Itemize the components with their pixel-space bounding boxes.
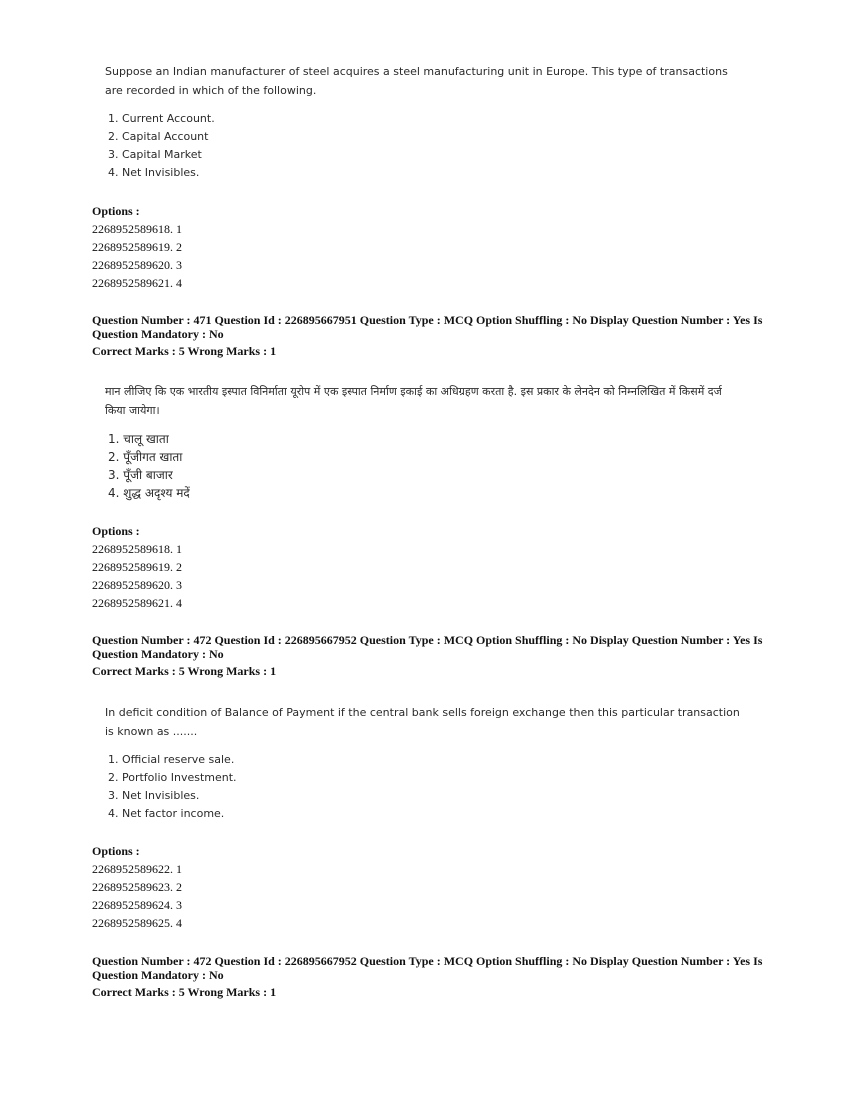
option-line: 2268952589619. 2 [92,240,182,254]
meta-mandatory: Question Mandatory : No [92,647,224,661]
option-line: 2268952589621. 4 [92,596,182,610]
question-image-3 [105,703,745,823]
options-section-1 [92,202,392,292]
question-text: Suppose an Indian manufacturer of steel acquires a steel manufacturing unit in Europe. This type of transactions are recorded in which of the following. [105,65,728,97]
options-section-2 [92,522,392,612]
meta-header: Question Number : 472 Question Id : 226895667952 Question Type : MCQ Option Shuffling : No Display Question Number : Yes Is [92,633,763,647]
choice-item: 1. Current Account. [108,112,215,125]
question-meta-3 [92,954,772,999]
choice-item: 3. पूँजी बाजार [108,468,173,482]
option-line: 2268952589618. 1 [92,222,182,236]
question-choices [105,430,745,502]
options-title: Options : [92,524,140,538]
question-meta-2 [92,633,772,678]
option-line: 2268952589621. 4 [92,276,182,290]
meta-header: Question Number : 472 Question Id : 226895667952 Question Type : MCQ Option Shuffling : No Display Question Number : Yes Is [92,954,763,968]
choice-item: 4. Net Invisibles. [108,166,200,179]
choice-item: 4. शुद्ध अदृश्य मदें [108,486,190,500]
option-line: 2268952589618. 1 [92,542,182,556]
question-meta-1 [92,313,772,358]
meta-header: Question Number : 471 Question Id : 226895667951 Question Type : MCQ Option Shuffling : No Display Question Number : Yes Is [92,313,763,327]
options-title: Options : [92,204,140,218]
question-choices [105,751,745,823]
option-line: 2268952589622. 1 [92,862,182,876]
question-choices [105,110,745,182]
choice-item: 2. पूँजीगत खाता [108,450,183,464]
options-title: Options : [92,844,140,858]
option-line: 2268952589619. 2 [92,560,182,574]
question-image-1 [105,62,745,182]
meta-marks: Correct Marks : 5 Wrong Marks : 1 [92,985,277,999]
option-line: 2268952589620. 3 [92,258,182,272]
meta-marks: Correct Marks : 5 Wrong Marks : 1 [92,344,277,358]
option-line: 2268952589620. 3 [92,578,182,592]
choice-item: 3. Capital Market [108,148,202,161]
option-line: 2268952589624. 3 [92,898,182,912]
meta-marks: Correct Marks : 5 Wrong Marks : 1 [92,664,277,678]
option-line: 2268952589623. 2 [92,880,182,894]
choice-item: 1. चालू खाता [108,432,169,446]
choice-item: 3. Net Invisibles. [108,789,200,802]
question-text: In deficit condition of Balance of Payment if the central bank sells foreign exchange then this particular transaction is known as ....... [105,706,740,738]
choice-item: 4. Net factor income. [108,807,225,820]
choice-item: 2. Capital Account [108,130,209,143]
options-section-3 [92,842,392,932]
meta-mandatory: Question Mandatory : No [92,327,224,341]
choice-item: 1. Official reserve sale. [108,753,235,766]
question-text: मान लीजिए कि एक भारतीय इस्पात विनिर्माता यूरोप में एक इस्पात निर्माण इकाई का अधिग्रहण करता है. इस प्रकार के लेनदेन को निम्नलिखित में किसमें दर्ज किया जायेगा। [105,385,722,417]
option-line: 2268952589625. 4 [92,916,182,930]
choice-item: 2. Portfolio Investment. [108,771,237,784]
question-image-2 [105,382,745,502]
meta-mandatory: Question Mandatory : No [92,968,224,982]
